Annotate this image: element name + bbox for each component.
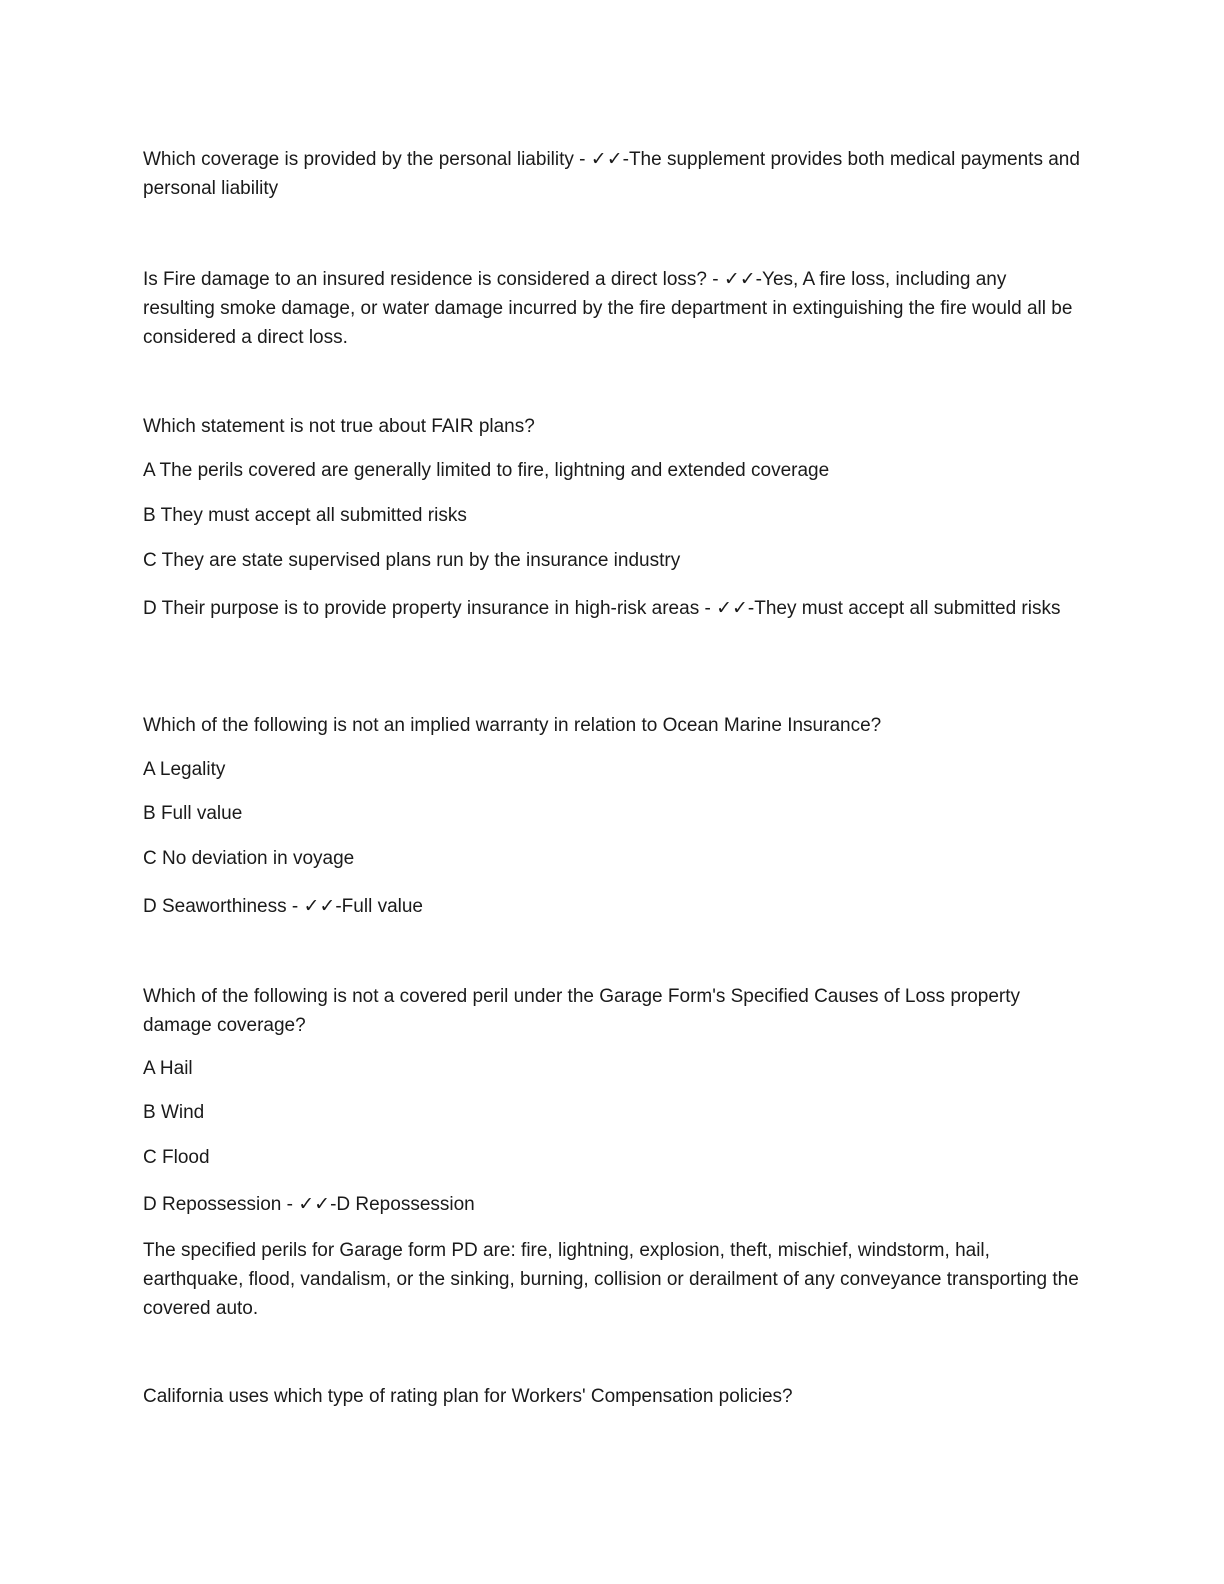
marine-option-a: A Legality <box>143 759 226 780</box>
garage-option-a: A Hail <box>143 1058 193 1079</box>
fair-option-a: A The perils covered are generally limited to fire, lightning and extended coverage <box>143 460 830 481</box>
question-fire-direct-loss: Is Fire damage to an insured residence is considered a direct loss? - ✓✓-Yes, A fire loss, including any resulting smoke damage, or water damage incurred by the fire department in extinguishing the fire would all be considered a direct loss. <box>143 269 1073 348</box>
garage-option-c: C Flood <box>143 1147 210 1168</box>
question-ocean-marine: Which of the following is not an implied warranty in relation to Ocean Marine Insurance? <box>143 715 882 736</box>
question-garage-form: Which of the following is not a covered peril under the Garage Form's Specified Causes of Loss property damage coverage? <box>143 986 1021 1036</box>
garage-option-d: D Repossession - ✓✓-D Repossession <box>143 1194 475 1215</box>
fair-option-c: C They are state supervised plans run by the insurance industry <box>143 550 681 571</box>
garage-option-b: B Wind <box>143 1102 205 1123</box>
question-personal-liability: Which coverage is provided by the personal liability - ✓✓-The supplement provides both medical payments and personal liability <box>143 149 1080 199</box>
marine-option-b: B Full value <box>143 803 243 824</box>
question-fair-plans: Which statement is not true about FAIR plans? <box>143 416 535 437</box>
marine-option-d: D Seaworthiness - ✓✓-Full value <box>143 896 423 917</box>
garage-explanation: The specified perils for Garage form PD are: fire, lightning, explosion, theft, mischief, windstorm, hail, earthquake, flood, vandalism, or the sinking, burning, collision or derailment of any conveyance transporting the covered auto. <box>143 1240 1079 1319</box>
question-california-rating: California uses which type of rating plan for Workers' Compensation policies? <box>143 1386 793 1407</box>
fair-option-d: D Their purpose is to provide property insurance in high-risk areas - ✓✓-They must accept all submitted risks <box>143 598 1061 619</box>
marine-option-c: C No deviation in voyage <box>143 848 355 869</box>
fair-option-b: B They must accept all submitted risks <box>143 505 467 526</box>
